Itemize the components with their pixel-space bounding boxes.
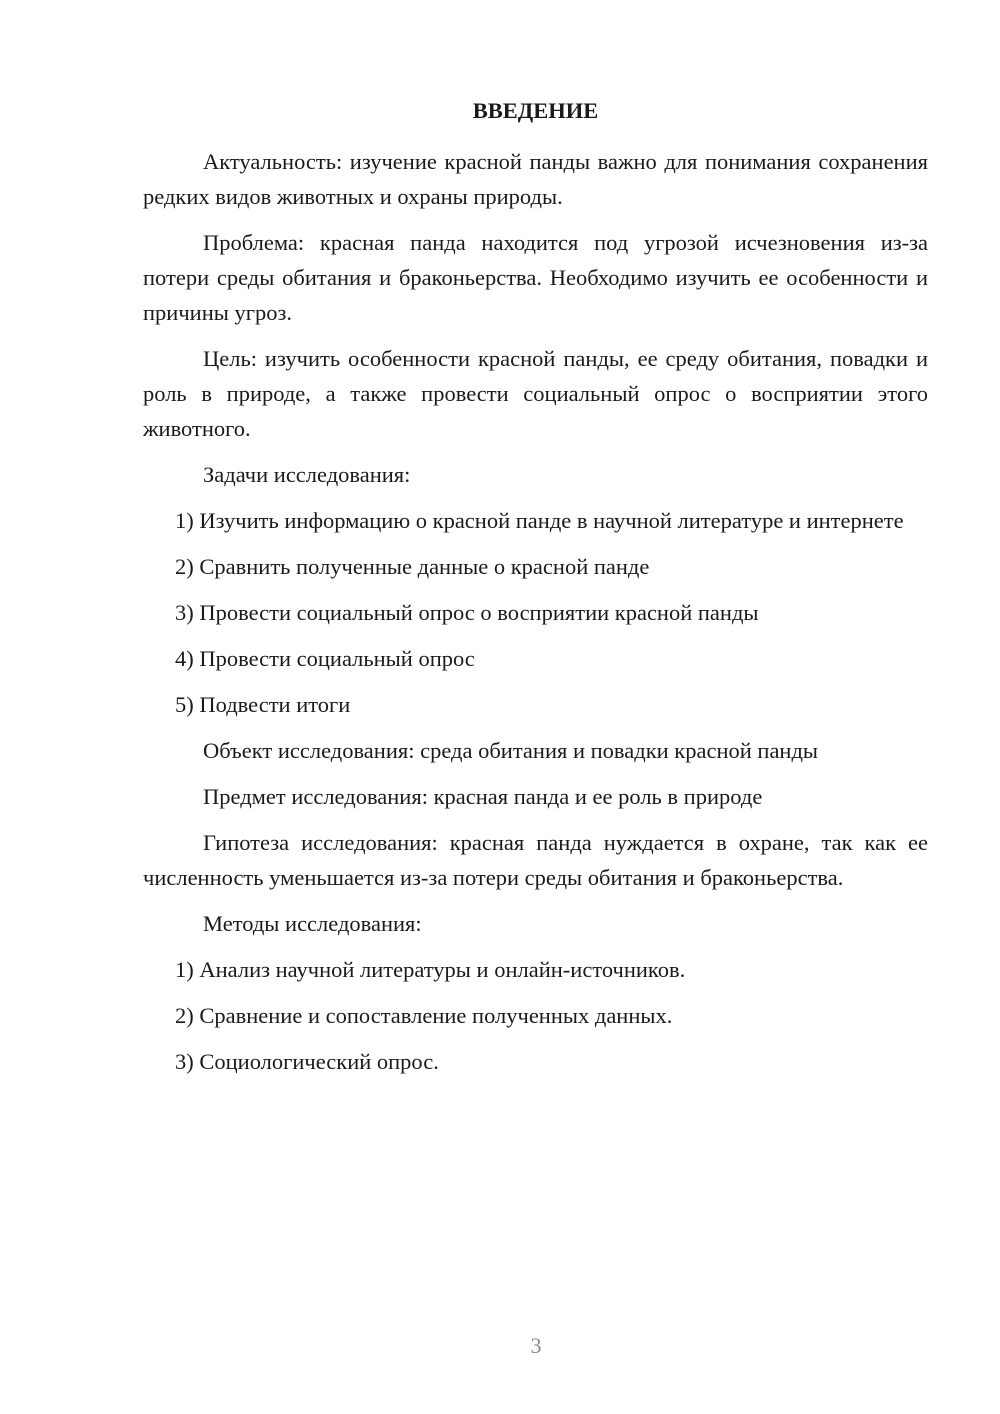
page-title: ВВЕДЕНИЕ (472, 98, 599, 123)
goal-paragraph: Цель: изучить особенности красной панды, ее среду обитания, повадки и роль в природе, а также провести социальный опрос о восприятии этого животного. (143, 346, 928, 441)
task-item-5: 5) Подвести итоги (175, 692, 351, 717)
object-line: Объект исследования: среда обитания и повадки красной панды (203, 738, 819, 763)
method-item-2: 2) Сравнение и сопоставление полученных данных. (175, 1003, 673, 1028)
methods-heading: Методы исследования: (203, 911, 422, 936)
tasks-heading: Задачи исследования: (203, 462, 411, 487)
task-item-2: 2) Сравнить полученные данные о красной панде (175, 554, 650, 579)
task-item-1: 1) Изучить информацию о красной панде в научной литературе и интернете (175, 508, 904, 533)
problem-paragraph: Проблема: красная панда находится под угрозой исчезновения из-за потери среды обитания и браконьерства. Необходимо изучить ее особенности и причины угроз. (143, 230, 928, 325)
method-item-1: 1) Анализ научной литературы и онлайн-источников. (175, 957, 686, 982)
hypothesis-paragraph: Гипотеза исследования: красная панда нуждается в охране, так как ее численность уменьшается из-за потери среды обитания и браконьерства. (143, 830, 928, 890)
subject-line: Предмет исследования: красная панда и ее роль в природе (203, 784, 763, 809)
page-number: 3 (530, 1333, 542, 1358)
task-item-3: 3) Провести социальный опрос о восприятии красной панды (175, 600, 759, 625)
task-item-4: 4) Провести социальный опрос (175, 646, 475, 671)
method-item-3: 3) Социологический опрос. (175, 1049, 439, 1074)
relevance-paragraph: Актуальность: изучение красной панды важно для понимания сохранения редких видов животных и охраны природы. (143, 149, 928, 209)
document-body (143, 95, 928, 1090)
